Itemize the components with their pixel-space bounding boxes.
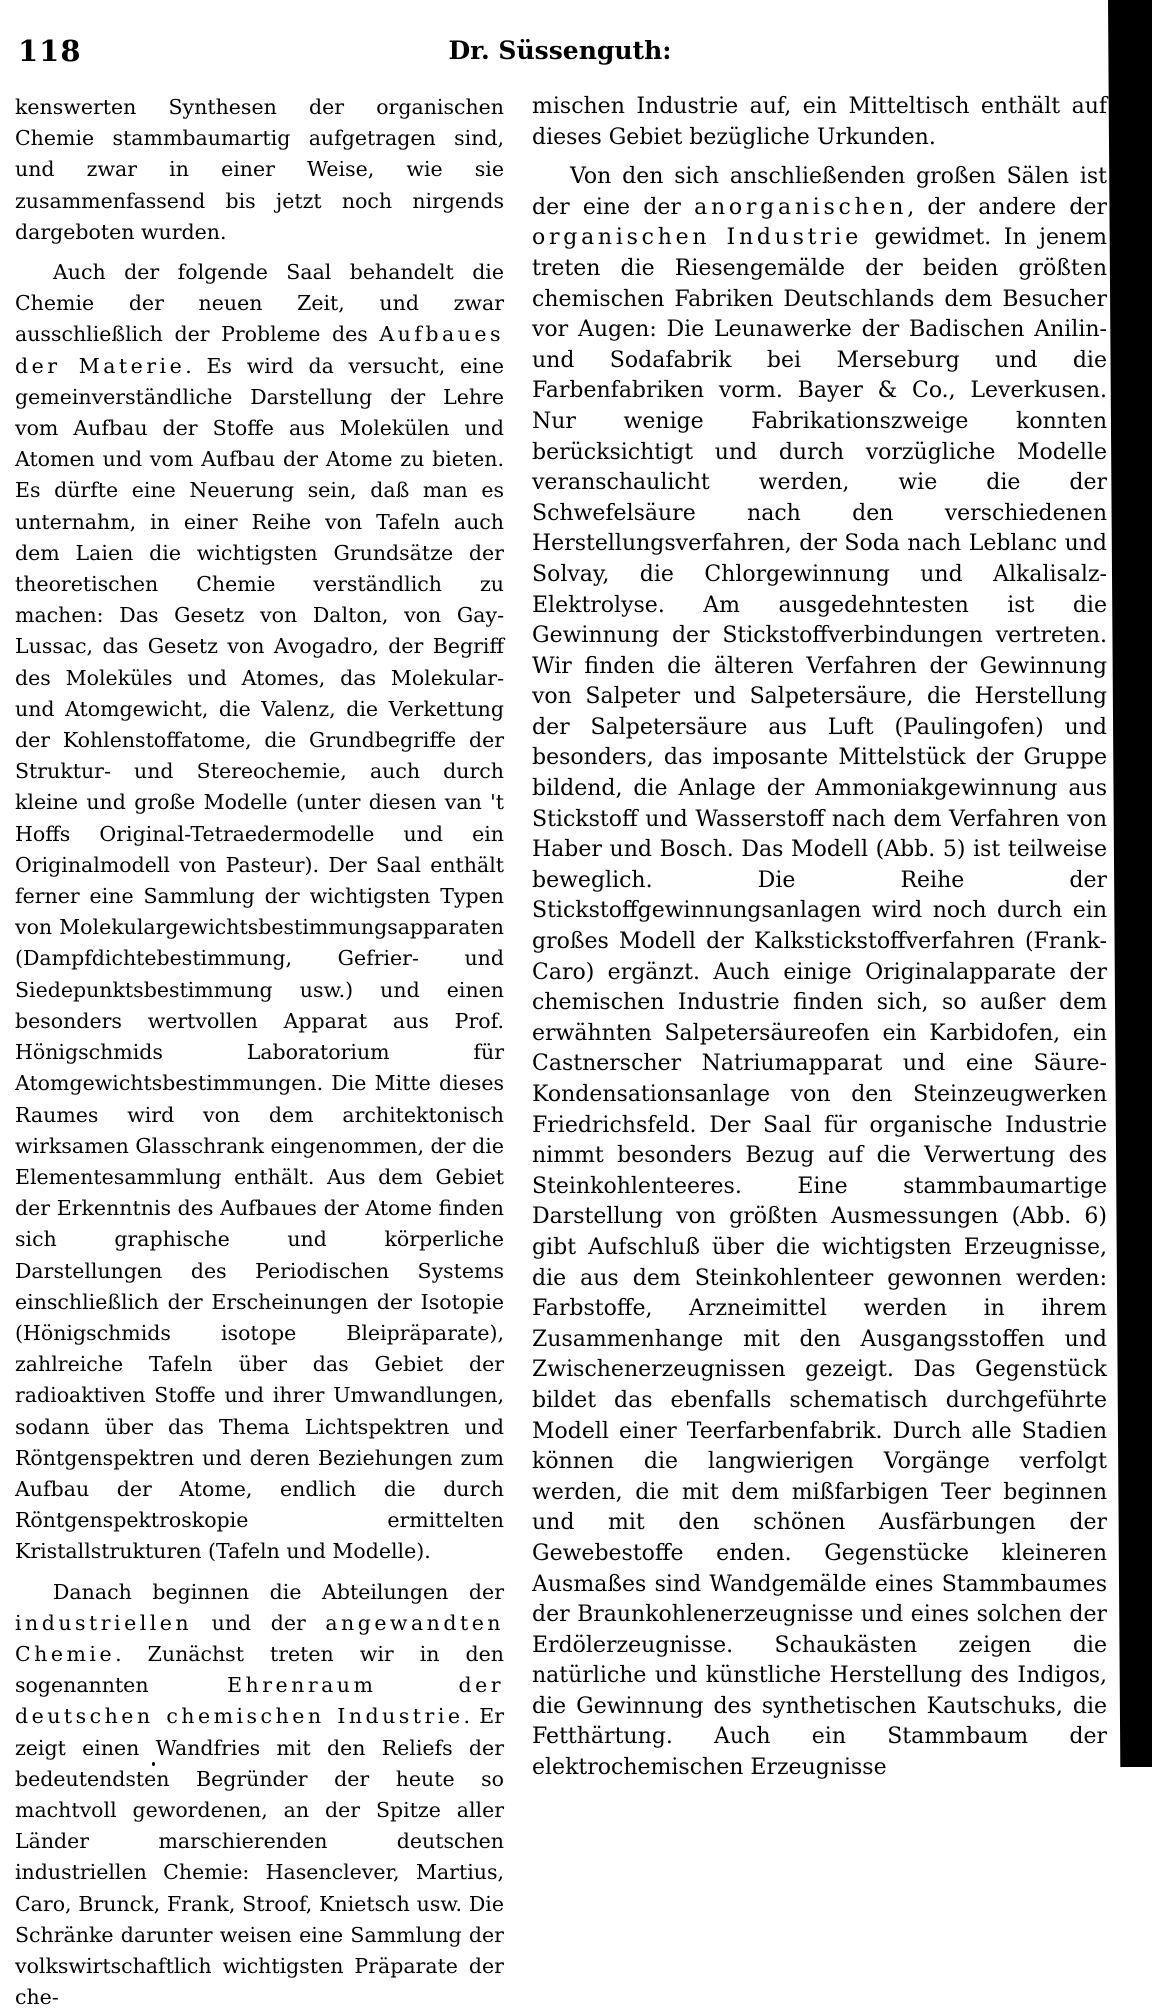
emphasized-text: organischen Industrie [532,225,862,251]
text-segment: gewidmet. In jenem treten die Riesengemälde der beiden größten chemischen Fabriken Deutschlands dem Besucher vor Augen: Die Leunawerke der Badischen Anilin- und Sodafabrik bei Merseburg und die Farbenfabriken vorm. Bayer & Co., Leverkusen. Nur wenige Fabrikationszweige konnten berücksichtigt und durch vorzügliche Modelle veranschaulicht werden, wie die der Schwefelsäure nach den verschiedenen Herstellungsverfahren, der Soda nach Leblanc und Solvay, die Chlorgewinnung und Alkalisalz-Elektrolyse. Am ausgedehntesten ist die Gewinnung der Stickstoffverbindungen vertreten. Wir finden die älteren Verfahren der Gewinnung von Salpeter und Salpetersäure, die Herstellung der Salpetersäure aus Luft (Paulingofen) und besonders, das imposante Mittelstück der Gruppe bildend, die Anlage der Ammoniakgewinnung aus Stickstoff und Wasserstoff nach dem Verfahren von Haber und Bosch. Das Modell (Abb. 5) ist teilweise beweglich. Die Reihe der Stickstoffgewinnungsanlagen wird noch durch ein großes Modell der Kalkstickstoffverfahren (Frank-Caro) ergänzt. Auch einige Originalapparate der chemischen Industrie finden sich, so außer dem erwähnten Salpetersäureofen ein Karbidofen, ein Castnerscher Natriumapparat und eine Säure-Kondensationsanlage von den Steinzeugwerken Friedrichsfeld. Der Saal für organische Industrie nimmt besonders Bezug auf die Verwertung des Steinkohlenteeres. Eine stammbaumartige Darstellung von größten Ausmessungen (Abb. 6) gibt Aufschluß über die wichtigsten Erzeugnisse, die aus dem Steinkohlenteer gewonnen werden: Farbstoffe, Arzneimittel werden in ihrem Zusammenhange mit den Ausgangsstoffen und Zwischenerzeugnissen gezeigt. Das Gegenstück bildet das ebenfalls schematisch durchgeführte Modell einer Teerfarbenfabrik. Durch alle Stadien können die langwierigen Vorgänge verfolgt werden, die mit dem mißfarbigen Teer beginnen und mit den schönen Ausfärbungen der Gewebestoffe enden. Gegenstücke kleineren Ausmaßes sind Wandgemälde eines Stammbaumes der Braunkohlenerzeugnisse und eines solchen der Erdölerzeugnisse. Schaukästen zeigen die natürliche und künstliche Herstellung des Indigos, die Gewinnung des synthetischen Kautschuks, die Fetthärtung. Auch ein Stammbaum der elektrochemischen Erzeugnisse [532,225,1108,1781]
scan-edge-band [1108,0,1152,1767]
text-segment: Danach beginnen die Abteilungen der [53,1579,504,1604]
paragraph [532,92,1107,153]
scan-speck [152,1762,155,1766]
emphasized-text: Aufbaues der Materie [15,322,504,378]
paragraph [15,1577,504,2013]
column-left [15,92,504,2013]
text-segment: und der [192,1610,326,1635]
column-right [532,92,1107,2013]
text-segment: kenswerten Synthesen der organischen Chemie stammbaumartig aufgetragen sind, und zwar in einer Weise, wie sie zusammenfassend bis jetzt noch nirgends dargeboten wurden. [15,95,504,244]
page-number: 118 [18,34,82,68]
text-segment: , der andere der [907,194,1107,220]
paragraph [15,257,504,1568]
emphasized-text: angewandten Chemie [15,1610,504,1666]
emphasized-text: Ehrenraum der deutschen chemischen Industrie [15,1673,504,1729]
paragraph [532,162,1107,1783]
running-header: Dr. Süssenguth: [448,36,672,65]
text-segment: Von den sich anschließenden großen Sälen ist der eine der [532,164,1107,220]
text-segment: . Er zeigt einen Wandfries mit den Reliefs der bedeutendsten Begründer der heute so machtvoll gewordenen, an der Spitze aller Länder marschierenden deutschen industriellen Chemie: Hasenclever, Martius, Caro, Brunck, Frank, Stroof, Knietsch usw. Die Schränke darunter weisen eine Sammlung der volkswirtschaftlich wichtigsten Präparate der che- [15,1704,504,2010]
text-columns [15,92,1110,2013]
text-segment: . Es wird da versucht, eine gemeinverständliche Darstellung der Lehre vom Aufbau der Stoffe aus Molekülen und Atomen und vom Aufbau der Atome zu bieten. Es dürfte eine Neuerung sein, daß man es unternahm, in einer Reihe von Tafeln auch dem Laien die wichtigsten Grundsätze der theoretischen Chemie verständlich zu machen: Das Gesetz von Dalton, von Gay-Lussac, das Gesetz von Avogadro, der Begriff des Moleküles und Atomes, das Molekular- und Atomgewicht, die Valenz, die Verkettung der Kohlenstoffatome, die Grundbegriffe der Struktur- und Stereochemie, auch durch kleine und große Modelle (unter diesen van 't Hoffs Original-Tetraedermodelle und ein Originalmodell von Pasteur). Der Saal enthält ferner eine Sammlung der wichtigsten Typen von Molekulargewichtsbestimmungsapparaten (Dampfdichtebestimmung, Gefrier- und Siedepunktsbestimmung usw.) und einen besonders wertvollen Apparat aus Prof. Hönigschmids Laboratorium für Atomgewichtsbestimmungen. Die Mitte dieses Raumes wird von dem architektonisch wirksamen Glasschrank eingenommen, der die Elementesammlung enthält. Aus dem Gebiet der Erkenntnis des Aufbaues der Atome finden sich graphische und körperliche Darstellungen des Periodischen Systems einschließlich der Erscheinungen der Isotopie (Hönigschmids isotope Bleipräparate), zahlreiche Tafeln über das Gebiet der radioaktiven Stoffe und ihrer Umwandlungen, sodann über das Thema Lichtspektren und Röntgenspektren und deren Beziehungen zum Aufbau der Atome, endlich die durch Röntgenspektroskopie ermittelten Kristallstrukturen (Tafeln und Modelle). [15,353,504,1564]
text-segment: Auch der folgende Saal behandelt die Chemie der neuen Zeit, und zwar ausschließlich der Probleme des [15,260,504,347]
text-segment: mischen Industrie auf, ein Mitteltisch enthält auf dieses Gebiet bezügliche Urkunden. [532,94,1107,150]
paragraph [15,92,504,248]
emphasized-text: industriellen [15,1610,193,1635]
emphasized-text: anorganischen [694,194,908,220]
text-segment: . Zunächst treten wir in den sogenannten [15,1641,504,1698]
